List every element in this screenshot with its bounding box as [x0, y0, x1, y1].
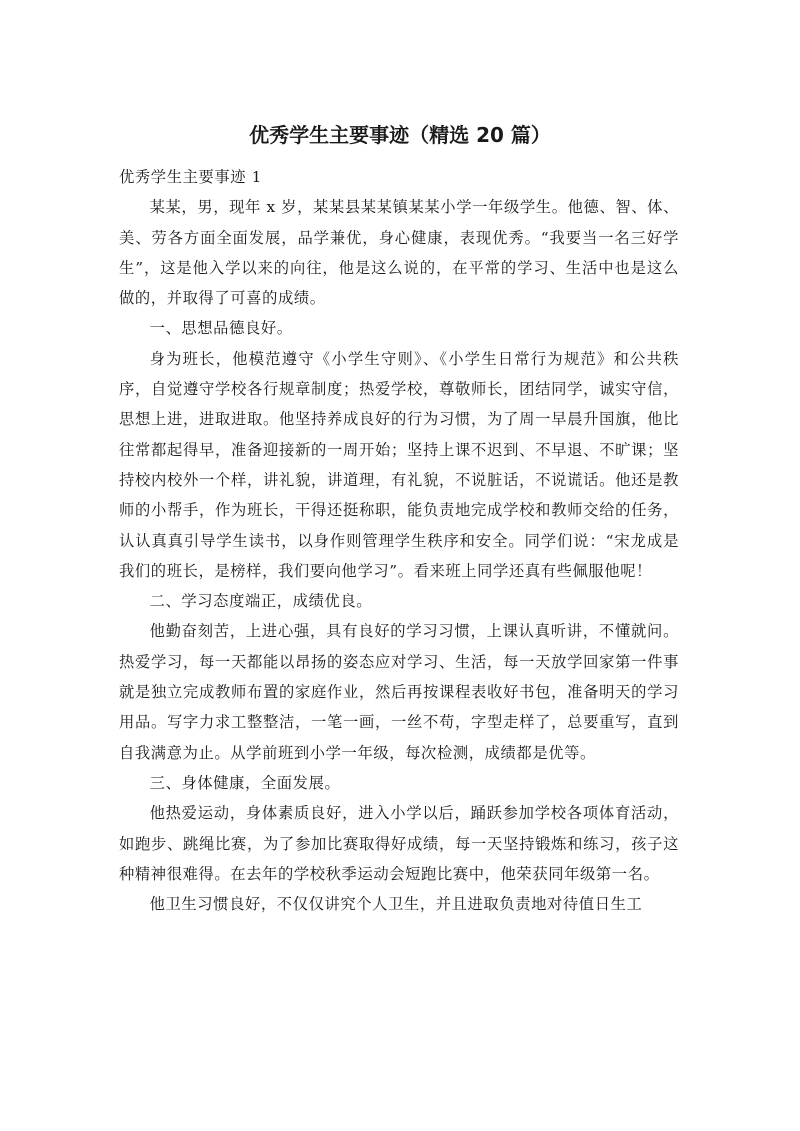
- paragraph-study-attitude: 他勤奋刻苦，上进心强，具有良好的学习习惯，上课认真听讲，不懂就问。热爱学习，每一天都能以昂扬的姿态应对学习、生活，每一天放学回家第一件事就是独立完成教师布置的家庭作业，然后再按课程表收好书包，准备明天的学习用品。写字力求工整整洁，一笔一画，一丝不苟，字型走样了，总要重写，直到自我满意为止。从学前班到小学一年级，每次检测，成绩都是优等。: [119, 622, 679, 762]
- document-title: 优秀学生主要事迹（精选 20 篇）: [249, 123, 551, 147]
- paragraph-physical-health: 他热爱运动，身体素质良好，进入小学以后，踊跃参加学校各项体育活动，如跑步、跳绳比赛，为了参加比赛取得好成绩，每一天坚持锻炼和练习，孩子这种精神很难得。在去年的学校秋季运动会短跑比赛中，他荣获同年级第一名。: [119, 804, 679, 883]
- paragraph-intro: 某某，男，现年 x 岁，某某县某某镇某某小学一年级学生。他德、智、体、美、劳各方面全面发展，品学兼优，身心健康，表现优秀。“我要当一名三好学生”，这是他入学以来的向往，他是这么说的，在平常的学习、生活中也是这么做的，并取得了可喜的成绩。: [119, 198, 679, 308]
- section-title: 优秀学生主要事迹 1: [119, 168, 262, 186]
- document-body: [119, 162, 679, 919]
- heading-physical-health: 三、身体健康，全面发展。: [149, 773, 341, 792]
- heading-study-attitude: 二、学习态度端正，成绩优良。: [149, 592, 373, 611]
- paragraph-hygiene: 他卫生习惯良好，不仅仅讲究个人卫生，并且进取负责地对待值日生工: [149, 895, 643, 914]
- heading-moral-character: 一、思想品德良好。: [149, 319, 293, 338]
- paragraph-moral-character: 身为班长，他模范遵守《小学生守则》、《小学生日常行为规范》和公共秩序，自觉遵守学校各行规章制度；热爱学校，尊敬师长，团结同学，诚实守信，思想上进，进取进取。他坚持养成良好的行为习惯，为了周一早晨升国旗，他比往常都起得早，准备迎接新的一周开始；坚持上课不迟到、不早退、不旷课；坚持校内校外一个样，讲礼貌，讲道理，有礼貌，不说脏话，不说谎话。他还是教师的小帮手，作为班长，干得还挺称职，能负责地完成学校和教师交给的任务，认认真真引导学生读书，以身作则管理学生秩序和安全。同学们说：“宋龙成是我们的班长，是榜样，我们要向他学习”。看来班上同学还真有些佩服他呢！: [119, 349, 679, 580]
